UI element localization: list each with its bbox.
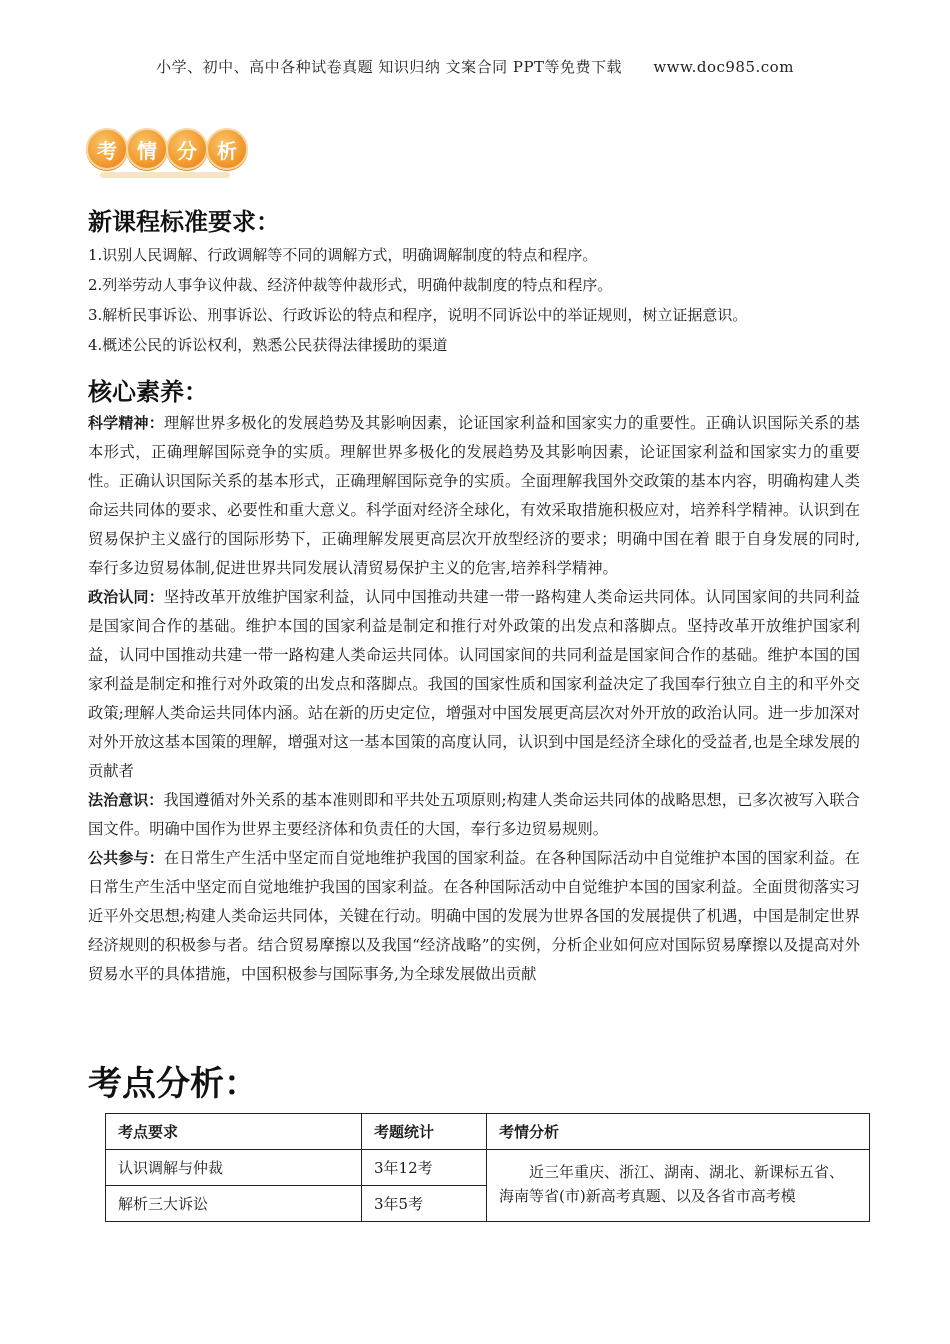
badge-char: 情: [126, 128, 168, 170]
table-header: 考情分析: [487, 1114, 870, 1150]
table-row: [106, 1150, 870, 1186]
badge-char: 析: [206, 128, 248, 170]
core-paragraph: [88, 786, 860, 844]
paragraph-text: 坚持改革开放维护国家利益，认同中国推动共建一带一路构建人类命运共同体。认同国家间的共同利益是国家间合作的基础。维护本国的国家利益是制定和推行对外政策的出发点和落脚点。坚持改革开放维护国家利益，认同中国推动共建一带一路构建人类命运共同体。认同国家间的共同利益是国家间合作的基础。维护本国的国家利益是制定和推行对外政策的出发点和落脚点。我国的国家性质和国家利益决定了我国奉行独立自主的和平外交政策;理解人类命运共同体内涵。站在新的历史定位，增强对中国发展更高层次对外开放的政治认同。进一步加深对对外开放这基本国策的理解，增强对这一基本国策的高度认同，认识到中国是经济全球化的受益者,也是全球发展的贡献者: [88, 588, 860, 780]
curriculum-list: [88, 240, 868, 360]
exam-analysis-title: 考点分析：: [88, 1064, 258, 1104]
curriculum-item: 3.解析民事诉讼、刑事诉讼、行政诉讼的特点和程序，说明不同诉讼中的举证规则，树立证据意识。: [88, 306, 748, 324]
curriculum-item: 1.识别人民调解、行政调解等不同的调解方式，明确调解制度的特点和程序。: [88, 246, 598, 264]
core-literacy-title: 核心素养：: [88, 378, 208, 406]
curriculum-title: 新课程标准要求：: [88, 208, 280, 236]
header-url[interactable]: www.doc985.com: [653, 58, 794, 76]
table-cell: 3年5考: [362, 1186, 487, 1222]
curriculum-item: 2.列举劳动人事争议仲裁、经济仲裁等仲裁形式，明确仲裁制度的特点和程序。: [88, 276, 613, 294]
paragraph-label: 公共参与：: [88, 849, 164, 867]
exam-analysis-table: [105, 1113, 870, 1222]
paragraph-label: 政治认同：: [88, 588, 164, 606]
core-paragraph: [88, 844, 860, 989]
paragraph-text: 在日常生产生活中坚定而自觉地维护我国的国家利益。在各种国际活动中自觉维护本国的国家利益。在日常生产生活中坚定而自觉地维护我国的国家利益。在各种国际活动中自觉维护本国的国家利益。全面贯彻落实习近平外交思想;构建人类命运共同体，关键在行动。明确中国的发展为世界各国的发展提供了机遇，中国是制定世界经济规则的积极参与者。结合贸易摩擦以及我国“经济战略”的实例，分析企业如何应对国际贸易摩擦以及提高对外贸易水平的具体措施，中国积极参与国际事务,为全球发展做出贡献: [88, 849, 860, 983]
core-paragraph: [88, 409, 860, 583]
header-text: 小学、初中、高中各种试卷真题 知识归纳 文案合同 PPT等免费下载: [156, 58, 623, 76]
curriculum-item: 4.概述公民的诉讼权利，熟悉公民获得法律援助的渠道: [88, 336, 448, 354]
table-header: 考题统计: [362, 1114, 487, 1150]
badge-char: 考: [86, 128, 128, 170]
table-cell: 认识调解与仲裁: [106, 1150, 362, 1186]
core-literacy-body: [88, 409, 860, 989]
badge-char: 分: [166, 128, 208, 170]
core-paragraph: [88, 583, 860, 786]
section-badge: [86, 128, 246, 170]
table-cell: 3年12考: [362, 1150, 487, 1186]
paragraph-label: 法治意识：: [88, 791, 164, 809]
table-cell: 解析三大诉讼: [106, 1186, 362, 1222]
paragraph-label: 科学精神：: [88, 414, 164, 432]
paragraph-text: 我国遵循对外关系的基本准则即和平共处五项原则;构建人类命运共同体的战略思想，已多次被写入联合国文件。明确中国作为世界主要经济体和负责任的大国，奉行多边贸易规则。: [88, 791, 860, 838]
table-header-row: [106, 1114, 870, 1150]
analysis-cell: 近三年重庆、浙江、湖南、湖北、新课标五省、海南等省(市)新高考真题、以及各省市高考模: [487, 1150, 870, 1222]
badge-shadow: [100, 172, 230, 178]
paragraph-text: 理解世界多极化的发展趋势及其影响因素，论证国家利益和国家实力的重要性。正确认识国际关系的基本形式，正确理解国际竞争的实质。理解世界多极化的发展趋势及其影响因素，论证国家利益和国家实力的重要性。正确认识国际关系的基本形式，正确理解国际竞争的实质。全面理解我国外交政策的基本内容，明确构建人类命运共同体的要求、必要性和重大意义。科学面对经济全球化，有效采取措施积极应对，培养科学精神。认识到在贸易保护主义盛行的国际形势下，正确理解发展更高层次开放型经济的要求；明确中国在着 眼于自身发展的同时,奉行多边贸易体制,促进世界共同发展认清贸易保护主义的危害,培养科学精神。: [88, 414, 860, 577]
page-header: [0, 56, 950, 77]
table-header: 考点要求: [106, 1114, 362, 1150]
